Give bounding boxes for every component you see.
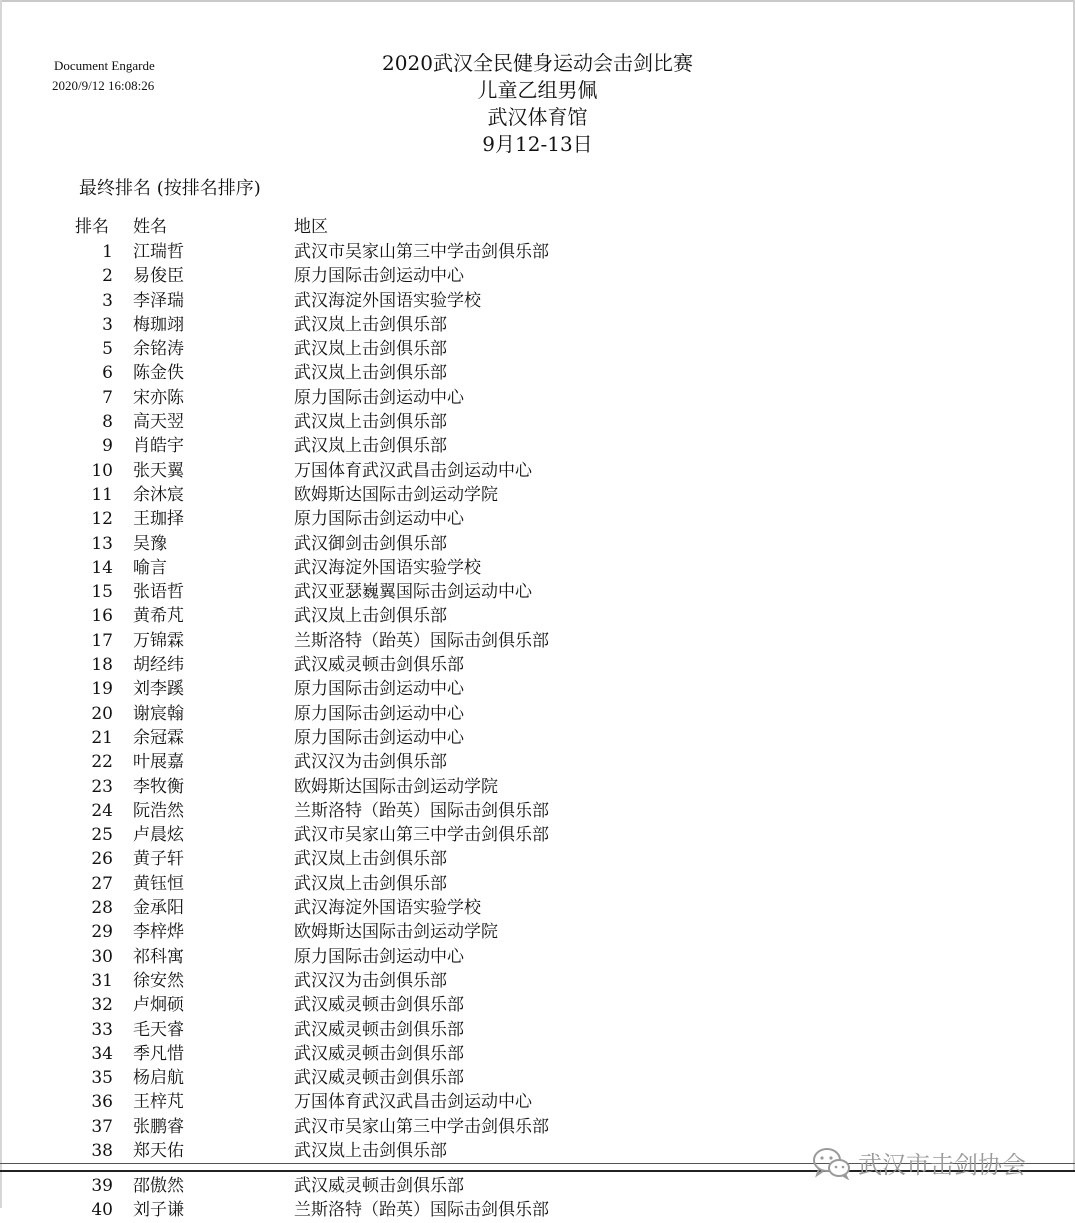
rank-cell: 2 — [102, 266, 113, 287]
name-cell: 吴豫 — [133, 533, 167, 554]
rank-cell: 22 — [91, 752, 113, 773]
region-cell: 武汉岚上击剑俱乐部 — [294, 339, 447, 360]
name-cell: 张语哲 — [133, 582, 184, 603]
ranking-table — [0, 240, 1075, 1163]
region-cell: 武汉市吴家山第三中学击剑俱乐部 — [294, 825, 549, 846]
rank-cell: 6 — [102, 363, 113, 384]
table-row — [0, 993, 1075, 1017]
region-cell: 武汉汉为击剑俱乐部 — [294, 970, 447, 991]
rank-cell: 40 — [91, 1200, 113, 1221]
name-cell: 阮浩然 — [133, 800, 184, 821]
region-cell: 万国体育武汉武昌击剑运动中心 — [294, 1092, 532, 1113]
table-row — [0, 337, 1075, 361]
region-cell: 万国体育武汉武昌击剑运动中心 — [294, 460, 532, 481]
name-cell: 宋亦陈 — [133, 387, 184, 408]
table-row — [0, 1090, 1075, 1114]
region-cell: 武汉岚上击剑俱乐部 — [294, 873, 447, 894]
table-row — [0, 313, 1075, 337]
region-cell: 武汉海淀外国语实验学校 — [294, 898, 481, 919]
rank-cell: 23 — [91, 776, 113, 797]
rank-cell: 5 — [102, 339, 113, 360]
title-line-3: 武汉体育馆 — [487, 105, 588, 129]
column-header-region: 地区 — [294, 217, 328, 237]
name-cell: 金承阳 — [133, 898, 184, 919]
region-cell: 武汉威灵顿击剑俱乐部 — [294, 1176, 464, 1196]
region-cell: 武汉市吴家山第三中学击剑俱乐部 — [294, 1116, 549, 1137]
table-row — [0, 1042, 1075, 1066]
region-cell: 原力国际击剑运动中心 — [294, 679, 464, 700]
name-cell: 李泽瑞 — [133, 290, 184, 311]
rank-cell: 33 — [91, 1019, 113, 1040]
table-row — [0, 410, 1075, 434]
name-cell: 梅珈翊 — [133, 314, 184, 335]
name-cell: 卢晨炫 — [133, 825, 184, 846]
name-cell: 季凡惜 — [133, 1043, 184, 1064]
rank-cell: 24 — [91, 800, 113, 821]
region-cell: 原力国际击剑运动中心 — [294, 509, 464, 530]
name-cell: 李牧衡 — [133, 776, 184, 797]
region-cell: 兰斯洛特（跆英）国际击剑俱乐部 — [294, 630, 549, 651]
table-row — [0, 556, 1075, 580]
name-cell: 毛天睿 — [133, 1019, 184, 1040]
name-cell: 刘李蹊 — [133, 679, 184, 700]
name-cell: 卢炯硕 — [133, 995, 184, 1016]
rank-cell: 36 — [91, 1092, 113, 1113]
rank-cell: 27 — [91, 873, 113, 894]
region-cell: 武汉岚上击剑俱乐部 — [294, 436, 447, 457]
name-cell: 张天翼 — [133, 460, 184, 481]
table-row — [0, 289, 1075, 313]
watermark — [812, 1145, 1026, 1180]
table-row — [0, 920, 1075, 944]
region-cell: 武汉岚上击剑俱乐部 — [294, 849, 447, 870]
table-row — [0, 629, 1075, 653]
rank-cell: 25 — [91, 825, 113, 846]
name-cell: 杨启航 — [133, 1068, 184, 1089]
region-cell: 原力国际击剑运动中心 — [294, 266, 464, 287]
name-cell: 易俊臣 — [133, 266, 184, 287]
table-row — [0, 507, 1075, 531]
region-cell: 武汉岚上击剑俱乐部 — [294, 412, 447, 433]
rank-cell: 3 — [102, 314, 113, 335]
region-cell: 兰斯洛特（跆英）国际击剑俱乐部 — [294, 800, 549, 821]
region-cell: 原力国际击剑运动中心 — [294, 727, 464, 748]
region-cell: 原力国际击剑运动中心 — [294, 946, 464, 967]
rank-cell: 19 — [91, 679, 113, 700]
title-line-2: 儿童乙组男佩 — [477, 78, 598, 102]
table-row — [0, 847, 1075, 871]
rank-cell: 31 — [91, 970, 113, 991]
region-cell: 武汉威灵顿击剑俱乐部 — [294, 1019, 464, 1040]
table-row — [0, 823, 1075, 847]
rank-cell: 16 — [91, 606, 113, 627]
table-row — [0, 264, 1075, 288]
software-label: Document Engarde — [54, 58, 155, 73]
table-row — [0, 459, 1075, 483]
column-header-rank: 排名 — [75, 217, 109, 237]
table-row — [0, 240, 1075, 264]
table-row — [0, 702, 1075, 726]
rank-cell: 8 — [102, 412, 113, 433]
region-cell: 武汉岚上击剑俱乐部 — [294, 1140, 447, 1161]
region-cell: 武汉海淀外国语实验学校 — [294, 290, 481, 311]
table-row — [0, 872, 1075, 896]
name-cell: 叶展嘉 — [133, 752, 184, 773]
region-cell: 武汉御剑击剑俱乐部 — [294, 533, 447, 554]
name-cell: 刘子谦 — [133, 1200, 184, 1221]
rank-cell: 30 — [91, 946, 113, 967]
region-cell: 武汉威灵顿击剑俱乐部 — [294, 995, 464, 1016]
title-line-1: 2020武汉全民健身运动会击剑比赛 — [382, 51, 693, 75]
section-subtitle: 最终排名 (按排名排序) — [79, 178, 261, 199]
region-cell: 原力国际击剑运动中心 — [294, 703, 464, 724]
table-row — [0, 386, 1075, 410]
region-cell: 武汉海淀外国语实验学校 — [294, 557, 481, 578]
rank-cell: 14 — [91, 557, 113, 578]
name-cell: 徐安然 — [133, 970, 184, 991]
region-cell: 武汉汉为击剑俱乐部 — [294, 752, 447, 773]
wechat-icon — [812, 1146, 852, 1180]
region-cell: 欧姆斯达国际击剑运动学院 — [294, 484, 498, 505]
name-cell: 余冠霖 — [133, 727, 184, 748]
table-row — [0, 799, 1075, 823]
document-title — [0, 50, 1075, 158]
region-cell: 武汉市吴家山第三中学击剑俱乐部 — [294, 242, 549, 262]
region-cell: 武汉岚上击剑俱乐部 — [294, 606, 447, 627]
rank-cell: 13 — [91, 533, 113, 554]
table-row — [0, 1198, 1075, 1222]
title-line-4: 9月12-13日 — [482, 132, 593, 156]
name-cell: 祁科寓 — [133, 946, 184, 967]
table-row — [0, 580, 1075, 604]
name-cell: 谢宸翰 — [133, 703, 184, 724]
rank-cell: 28 — [91, 898, 113, 919]
rank-cell: 37 — [91, 1116, 113, 1137]
name-cell: 邵傲然 — [133, 1176, 184, 1196]
region-cell: 武汉岚上击剑俱乐部 — [294, 363, 447, 384]
region-cell: 武汉威灵顿击剑俱乐部 — [294, 1043, 464, 1064]
name-cell: 余沐宸 — [133, 484, 184, 505]
region-cell: 武汉亚瑟巍翼国际击剑运动中心 — [294, 582, 532, 603]
rank-cell: 1 — [102, 242, 113, 262]
table-row — [0, 726, 1075, 750]
rank-cell: 18 — [91, 655, 113, 676]
page-frame-top — [0, 0, 1075, 2]
table-row — [0, 434, 1075, 458]
name-cell: 高天翌 — [133, 412, 184, 433]
rank-cell: 3 — [102, 290, 113, 311]
region-cell: 原力国际击剑运动中心 — [294, 387, 464, 408]
column-header-name: 姓名 — [133, 217, 167, 237]
rank-cell: 38 — [91, 1140, 113, 1161]
name-cell: 李梓烨 — [133, 922, 184, 943]
name-cell: 江瑞哲 — [133, 242, 184, 262]
region-cell: 兰斯洛特（跆英）国际击剑俱乐部 — [294, 1200, 549, 1221]
rank-cell: 32 — [91, 995, 113, 1016]
rank-cell: 7 — [102, 387, 113, 408]
name-cell: 余铭涛 — [133, 339, 184, 360]
rank-cell: 12 — [91, 509, 113, 530]
rank-cell: 9 — [102, 436, 113, 457]
table-row — [0, 1066, 1075, 1090]
name-cell: 胡经纬 — [133, 655, 184, 676]
name-cell: 陈金佚 — [133, 363, 184, 384]
rank-cell: 21 — [91, 727, 113, 748]
table-row — [0, 604, 1075, 628]
rank-cell: 29 — [91, 922, 113, 943]
name-cell: 郑天佑 — [133, 1140, 184, 1161]
ranking-table-next-page — [0, 1174, 1075, 1223]
region-cell: 欧姆斯达国际击剑运动学院 — [294, 922, 498, 943]
table-row — [0, 653, 1075, 677]
table-row — [0, 750, 1075, 774]
rank-cell: 35 — [91, 1068, 113, 1089]
name-cell: 黄希芃 — [133, 606, 184, 627]
rank-cell: 10 — [91, 460, 113, 481]
table-row — [0, 945, 1075, 969]
table-row — [0, 677, 1075, 701]
region-cell: 武汉威灵顿击剑俱乐部 — [294, 1068, 464, 1089]
rank-cell: 11 — [91, 484, 113, 505]
table-row — [0, 1018, 1075, 1042]
rank-cell: 39 — [91, 1176, 113, 1196]
name-cell: 王珈择 — [133, 509, 184, 530]
table-row — [0, 969, 1075, 993]
rank-cell: 26 — [91, 849, 113, 870]
table-row — [0, 532, 1075, 556]
rank-cell: 15 — [91, 582, 113, 603]
region-cell: 武汉威灵顿击剑俱乐部 — [294, 655, 464, 676]
region-cell: 武汉岚上击剑俱乐部 — [294, 314, 447, 335]
table-row — [0, 896, 1075, 920]
rank-cell: 20 — [91, 703, 113, 724]
name-cell: 万锦霖 — [133, 630, 184, 651]
watermark-text: 武汉市击剑协会 — [858, 1151, 1026, 1179]
table-row — [0, 775, 1075, 799]
table-row — [0, 361, 1075, 385]
rank-cell: 34 — [91, 1043, 113, 1064]
rank-cell: 17 — [91, 630, 113, 651]
region-cell: 欧姆斯达国际击剑运动学院 — [294, 776, 498, 797]
name-cell: 王梓芃 — [133, 1092, 184, 1113]
name-cell: 张鹏睿 — [133, 1116, 184, 1137]
table-row — [0, 483, 1075, 507]
timestamp: 2020/9/12 16:08:26 — [52, 78, 155, 93]
name-cell: 喻言 — [133, 557, 167, 578]
name-cell: 黄子轩 — [133, 849, 184, 870]
table-row — [0, 1115, 1075, 1139]
name-cell: 黄钰恒 — [133, 873, 184, 894]
name-cell: 肖皓宇 — [133, 436, 184, 457]
